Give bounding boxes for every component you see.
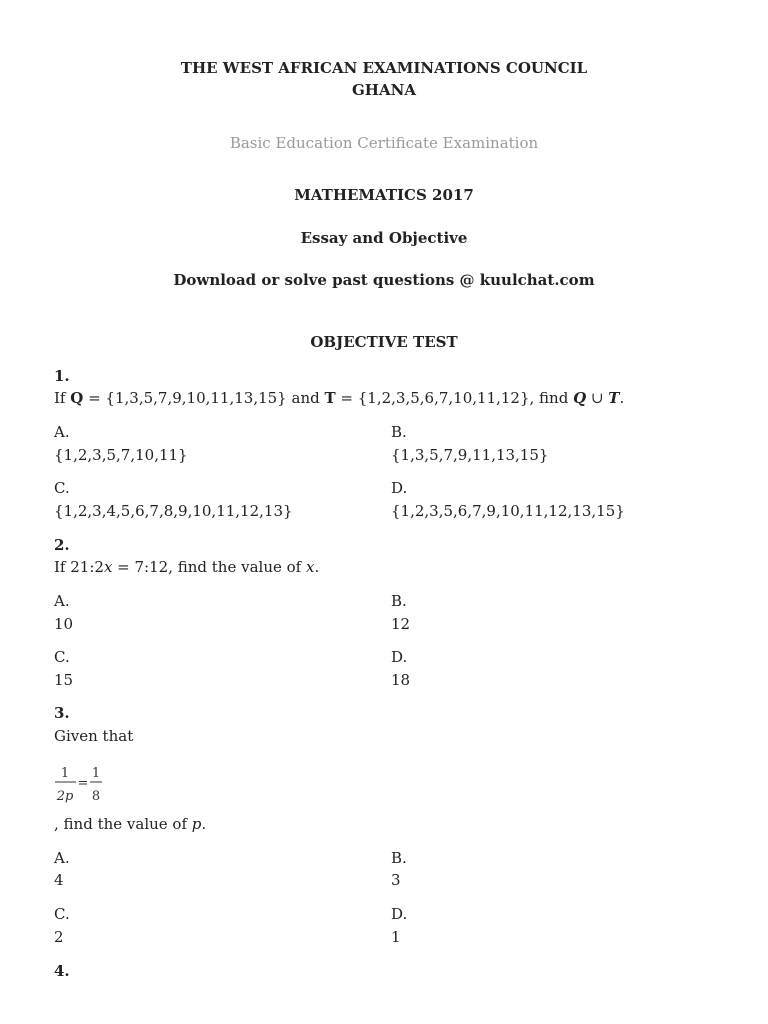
section-title: OBJECTIVE TEST: [310, 333, 458, 351]
option-label: C.: [54, 479, 70, 497]
option-label: D.: [391, 648, 408, 666]
question-number: 1.: [54, 367, 70, 385]
council-title: THE WEST AFRICAN EXAMINATIONS COUNCIL: [180, 59, 588, 77]
option-value: 18: [391, 671, 411, 689]
question-stem: If 21:2x = 7:12, find the value of x.: [54, 558, 320, 576]
left-numerator: 1: [60, 766, 70, 781]
question-intro: Given that: [54, 727, 134, 745]
option-value: 15: [54, 671, 74, 689]
equals-sign: =: [77, 776, 89, 791]
option-label: D.: [391, 905, 408, 923]
country-title: GHANA: [352, 81, 416, 99]
subject-title: MATHEMATICS 2017: [294, 186, 474, 204]
download-note: Download or solve past questions @ kuulchat.com: [173, 271, 595, 289]
right-numerator: 1: [91, 766, 101, 781]
option-value: 4: [54, 871, 64, 889]
option-label: A.: [54, 423, 70, 441]
option-value: {1,2,3,4,5,6,7,8,9,10,11,12,13}: [54, 502, 293, 520]
question-number: 2.: [54, 536, 70, 554]
question-number: 3.: [54, 704, 70, 722]
right-denominator: 8: [91, 789, 101, 804]
option-value: 1: [391, 928, 401, 946]
option-value: {1,2,3,5,6,7,9,10,11,12,13,15}: [391, 502, 625, 520]
option-value: 2: [54, 928, 64, 946]
option-label: A.: [54, 849, 70, 867]
option-value: {1,3,5,7,9,11,13,15}: [391, 446, 549, 464]
left-denominator: 2p: [56, 789, 74, 804]
option-label: B.: [391, 849, 407, 867]
option-label: C.: [54, 905, 70, 923]
option-value: 12: [391, 615, 411, 633]
question-stem: If Q = {1,3,5,7,9,10,11,13,15} and T = {1,2,3,5,6,7,10,11,12}, find Q ∪ T.: [54, 389, 625, 407]
option-label: C.: [54, 648, 70, 666]
question-number: 4.: [54, 962, 70, 980]
exam-title: Basic Education Certificate Examination: [229, 134, 539, 152]
option-label: B.: [391, 423, 407, 441]
equation-graphic: [54, 762, 114, 806]
option-label: D.: [391, 479, 408, 497]
option-label: B.: [391, 592, 407, 610]
option-value: 3: [391, 871, 401, 889]
option-value: {1,2,3,5,7,10,11}: [54, 446, 188, 464]
paper-type: Essay and Objective: [300, 229, 468, 247]
fraction-equation: [54, 762, 114, 806]
option-label: A.: [54, 592, 70, 610]
option-value: 10: [54, 615, 74, 633]
question-stem: , find the value of p.: [54, 815, 207, 833]
